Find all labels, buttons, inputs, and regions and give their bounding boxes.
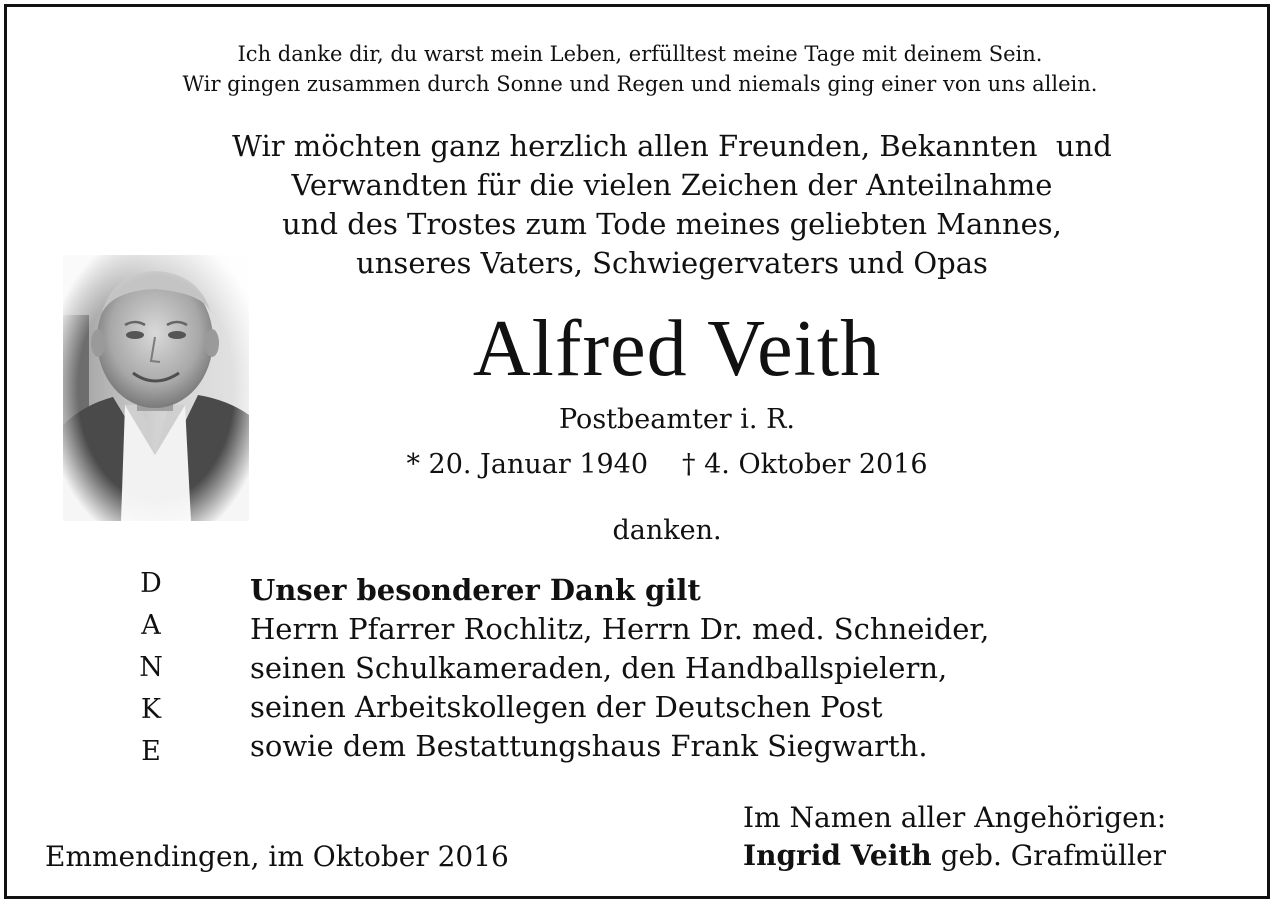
signer-name: Ingrid Veith bbox=[743, 839, 932, 872]
life-dates bbox=[267, 447, 1067, 483]
thanks-line: Herrn Pfarrer Rochlitz, Herrn Dr. med. Schneider, bbox=[250, 612, 990, 646]
portrait-photo bbox=[63, 255, 249, 521]
vertical-letter: E bbox=[141, 736, 161, 767]
thanks-line: sowie dem Bestattungshaus Frank Siegwarth. bbox=[250, 729, 928, 763]
vertical-letter: A bbox=[141, 610, 161, 641]
birth-date: * 20. Januar 1940 bbox=[406, 449, 649, 480]
death-date: † 4. Oktober 2016 bbox=[682, 449, 928, 480]
on-behalf-line: Im Namen aller Angehörigen: bbox=[743, 801, 1167, 834]
vertical-danke bbox=[129, 563, 173, 773]
intro-text bbox=[107, 127, 1237, 283]
vertical-letter: N bbox=[139, 652, 163, 683]
notice-frame bbox=[4, 4, 1270, 899]
place-date: Emmendingen, im Oktober 2016 bbox=[45, 840, 509, 873]
intro-line: Wir möchten ganz herzlich allen Freunden, Bekannten und bbox=[232, 129, 1112, 163]
motto-line: Wir gingen zusammen durch Sonne und Regen und niemals ging einer von uns allein. bbox=[182, 72, 1098, 96]
motto-line: Ich danke dir, du warst mein Leben, erfülltest meine Tage mit deinem Sein. bbox=[237, 42, 1043, 66]
thanks-heading: Unser besonderer Dank gilt bbox=[250, 573, 701, 607]
deceased-occupation: Postbeamter i. R. bbox=[558, 404, 796, 435]
signer-maiden-name: geb. Grafmüller bbox=[940, 839, 1167, 872]
signer-line bbox=[743, 837, 1166, 875]
intro-line: Verwandten für die vielen Zeichen der Anteilnahme bbox=[291, 168, 1053, 202]
thanks-line: seinen Schulkameraden, den Handballspielern, bbox=[250, 651, 948, 685]
closing-word: danken. bbox=[612, 515, 722, 546]
signature-block bbox=[743, 799, 1166, 875]
intro-line: unseres Vaters, Schwiegervaters und Opas bbox=[356, 246, 988, 280]
special-thanks bbox=[250, 571, 989, 766]
motto bbox=[7, 39, 1273, 99]
deceased-name: Alfred Veith bbox=[472, 305, 882, 393]
vertical-letter: D bbox=[140, 568, 162, 599]
thanks-line: seinen Arbeitskollegen der Deutschen Post bbox=[250, 690, 883, 724]
intro-line: und des Trostes zum Tode meines geliebten Mannes, bbox=[282, 207, 1062, 241]
vertical-letter: K bbox=[140, 694, 162, 725]
